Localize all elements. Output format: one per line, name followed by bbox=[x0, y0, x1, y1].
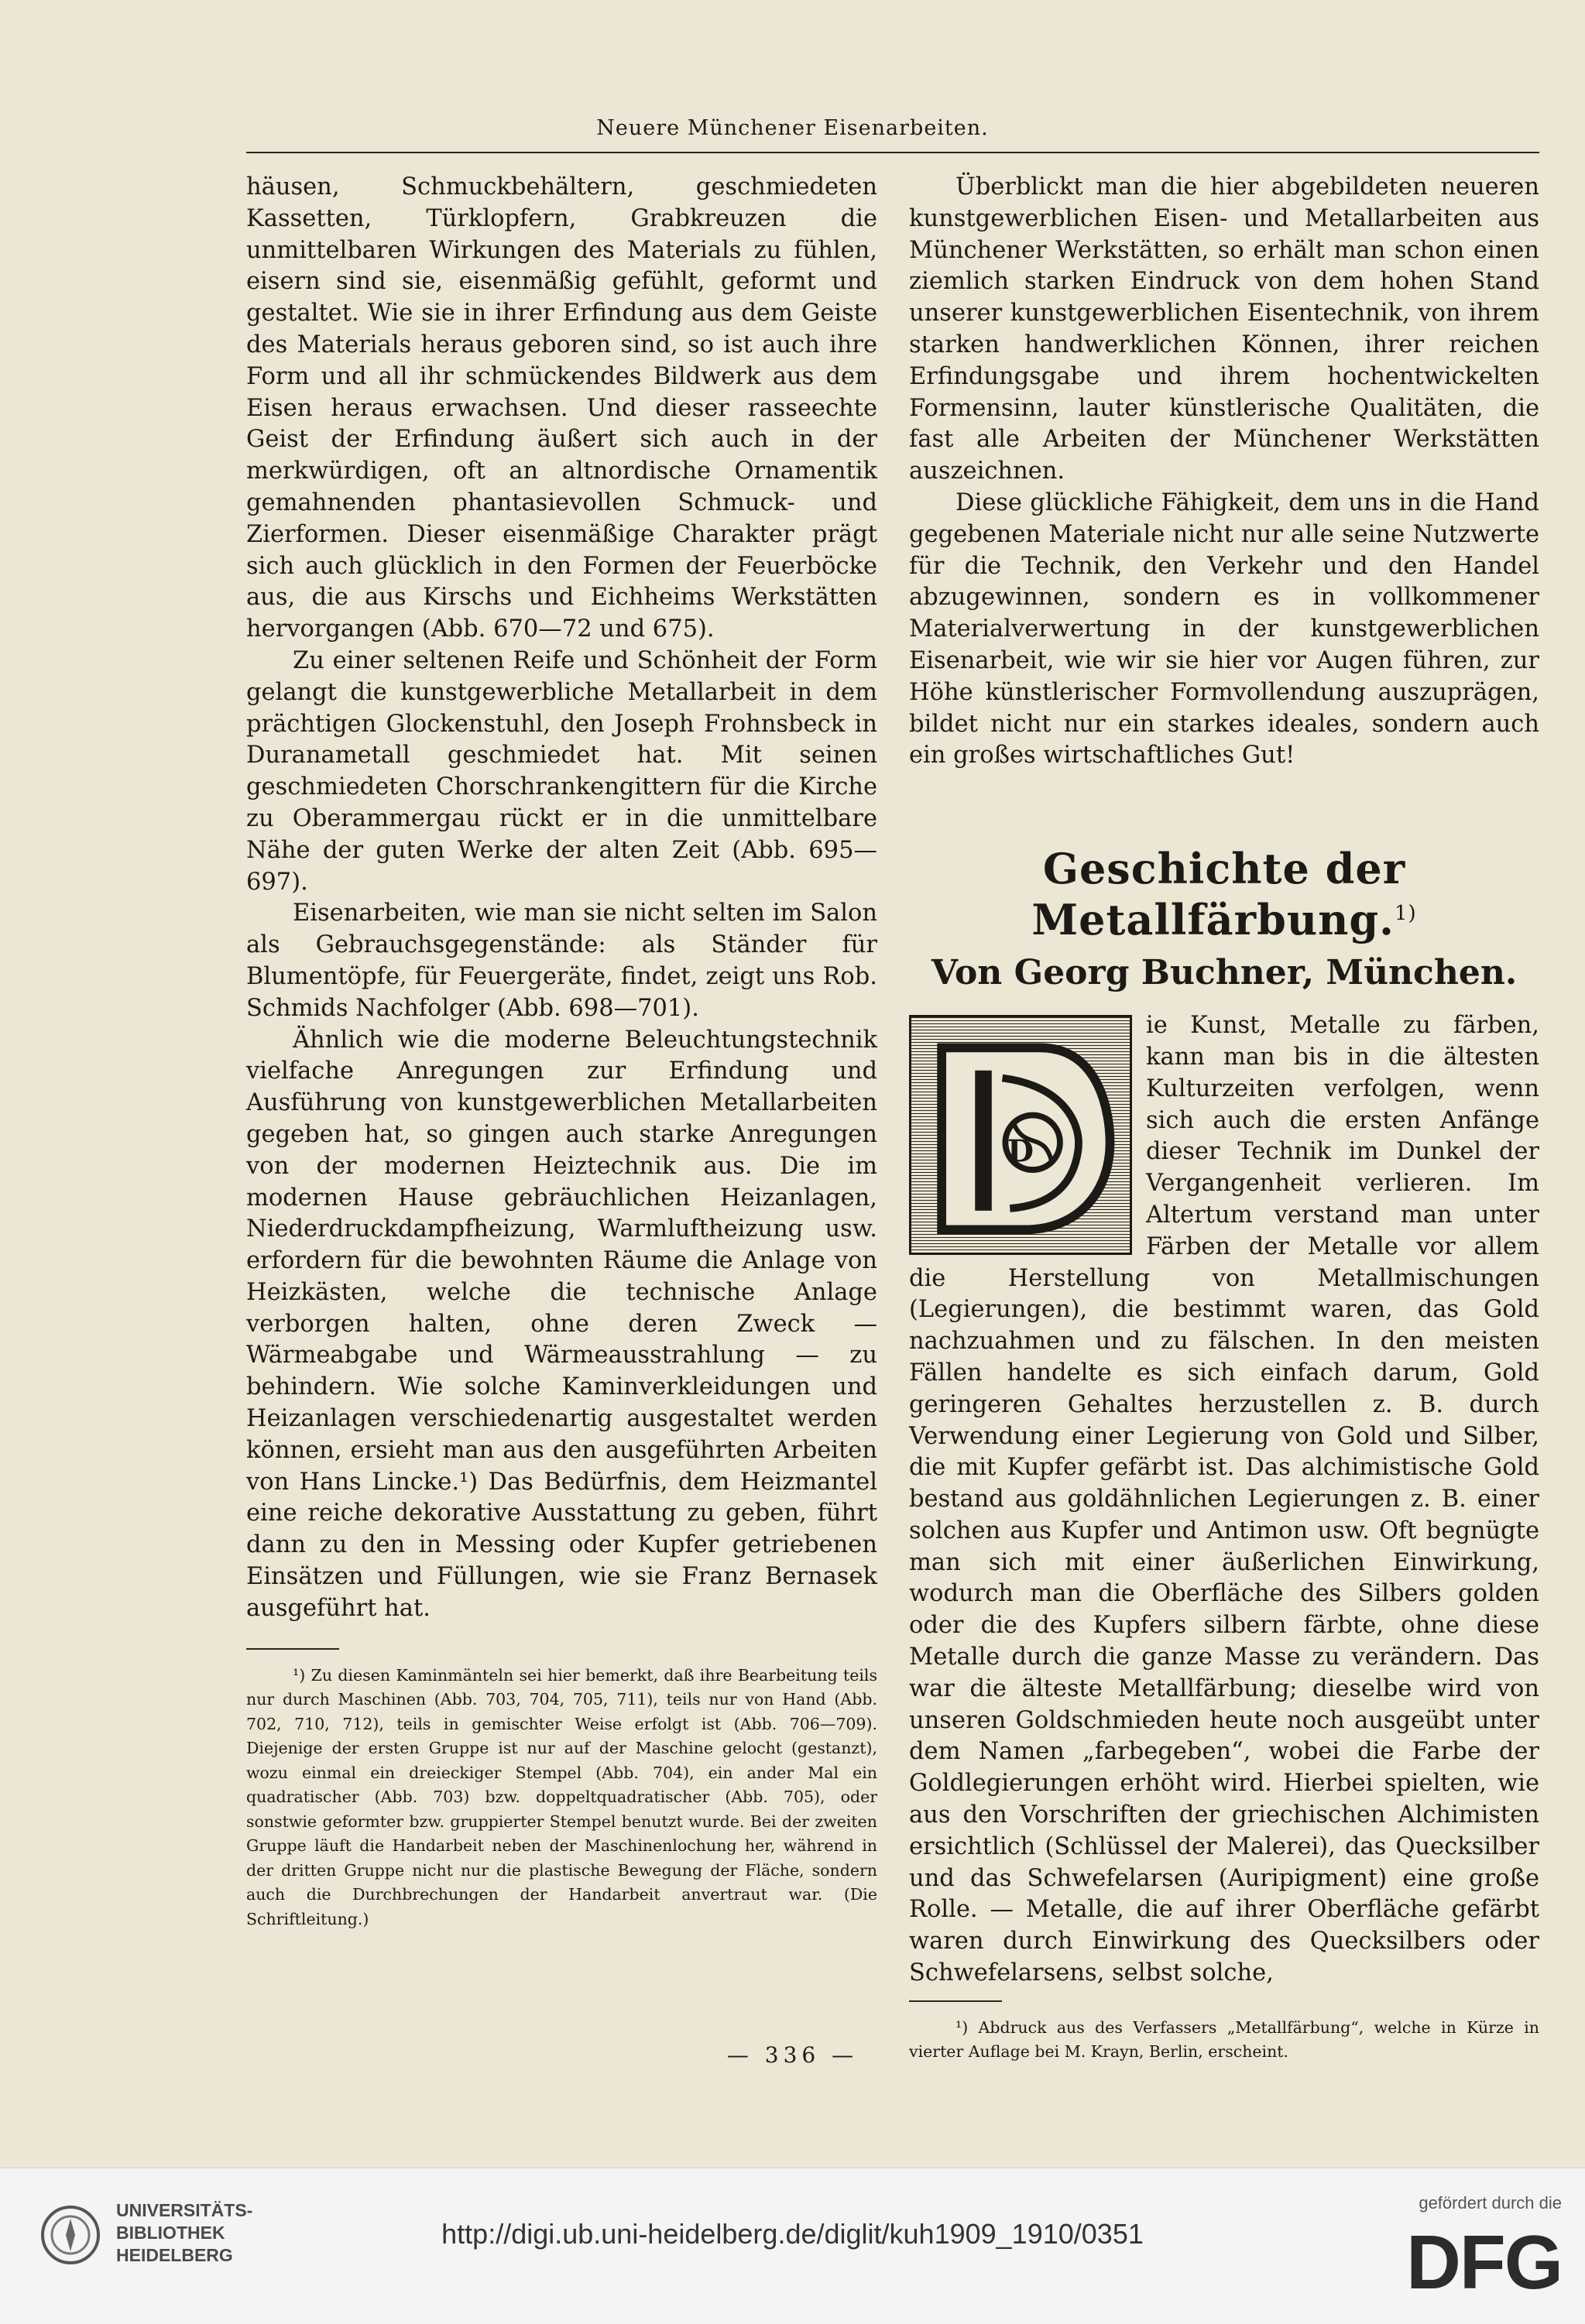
footnote-rule bbox=[246, 1648, 339, 1650]
left-paragraph-4: Ähnlich wie die moderne Beleuchtungstechnik vielfache Anregungen zur Erfindung und Ausführung von kunstgewerblichen Metallarbeiten gegeben hat, so gingen auch starke Anregungen von der modernen Heiztechnik aus. Die im modernen Hause gebräuchlichen Heizanlagen, Niederdruckdampfheizung, Warmluftheizung usw. erfordern für die bewohnten Räume die Anlage von Heizkästen, welche die technische Anlage verborgen halten, ohne deren Zweck — Wärmeabgabe und Wärmeausstrahlung — zu behindern. Wie solche Kaminverkleidungen und Heizanlagen verschiedenartig ausgestaltet werden können, ersieht man aus den ausgeführten Arbeiten von Hans Lincke.¹) Das Bedürfnis, dem Heizmantel eine reiche dekorative Ausstattung zu geben, führt dann zu den in Messing oder Kupfer getriebenen Einsätzen und Füllungen, wie sie Franz Bernasek ausgeführt hat. bbox=[246, 1026, 877, 1622]
left-column bbox=[246, 172, 877, 1932]
page-number: — 336 — bbox=[726, 2042, 859, 2068]
article-title-text: Geschichte der Metallfärbung. bbox=[1031, 844, 1406, 945]
left-paragraph-3: Eisenarbeiten, wie man sie nicht selten im Salon als Gebrauchsgegenstände: als Ständer für Blumentöpfe, für Feuergeräte, findet, zeigt uns Rob. Schmids Nachfolger (Abb. 698—701). bbox=[246, 900, 877, 1022]
right-paragraph-1: Überblickt man die hier abgebildeten neueren kunstgewerblichen Eisen- und Metallarbeiten aus Münchener Werkstätten, so erhält man schon einen ziemlich starken Eindruck von dem hohen Stand unserer kunstgewerblichen Eisentechnik, von ihrem starken handwerklichen Können, ihrer reichen Erfindungsgabe und ihrem hochentwickelten Formensinn, lauter künstlerische Qualitäten, die fast alle Arbeiten der Münchener Werkstätten auszeichnen. bbox=[909, 173, 1539, 485]
ornamental-initial-graphic bbox=[911, 1017, 1130, 1253]
left-footnote: ¹) Zu diesen Kaminmänteln sei hier bemerkt, daß ihre Bearbeitung teils nur durch Maschinen (Abb. 703, 704, 705, 711), teils nur von Hand (Abb. 702, 710, 712), teils in gemischter Weise erfolgt ist (Abb. 706—709). Diejenige der ersten Gruppe ist nur auf der Maschine gelocht (gestanzt), wozu einmal ein dreieckiger Stempel (Abb. 704), ein ander Mal ein quadratischer (Abb. 703) bzw. doppeltquadratischer (Abb. 705), oder sonstwie geformter bzw. gruppierter Stempel benutzt wurde. Bei der zweiten Gruppe läuft die Handarbeit neben der Maschinenlochung her, während in der dritten Gruppe nicht nur die plastische Bewegung der Fläche, sondern auch die Durchbrechungen der Handarbeit anvertraut war. (Die Schriftleitung.) bbox=[246, 1665, 877, 1928]
running-head: Neuere Münchener Eisenarbeiten. bbox=[596, 116, 989, 140]
left-paragraph-1: häusen, Schmuckbehältern, geschmiedeten Kassetten, Türklopfern, Grabkreuzen die unmittelbaren Wirkungen des Materials zu fühlen, eisern sind sie, eisenmäßig gefühlt, geformt und gestaltet. Wie sie in ihrer Erfindung aus dem Geiste des Materials heraus geboren sind, so ist auch ihre Form und all ihr schmückendes Bildwerk aus dem Eisen heraus erwachsen. Und dieser rasseechte Geist der Erfindung äußert sich auch in der merkwürdigen, oft an altnordische Ornamentik gemahnenden phantasievollen Schmuck- und Zierformen. Dieser eisenmäßige Charakter prägt sich auch glücklich in den Formen der Feuerböcke aus, die aus Kirschs und Eichheims Werkstätten hervorgangen (Abb. 670—72 und 675). bbox=[246, 173, 877, 643]
article-title-note: 1) bbox=[1394, 902, 1417, 926]
right-paragraph-2: Diese glückliche Fähigkeit, dem uns in die Hand gegebenen Materiale nicht nur alle seine Nutzwerte für die Technik, den Verkehr und den Handel abzugewinnen, sondern es in vollkommener Materialverwertung in der kunstgewerblichen Eisenarbeit, wie wir sie hier vor Augen führen, zur Höhe künstlerischer Formvollendung auszuprägen, bildet nicht nur ein starkes ideales, sondern auch ein großes wirtschaftliches Gut! bbox=[909, 488, 1539, 770]
dfg-logo: DFG bbox=[1406, 2219, 1562, 2305]
funded-by-label: gefördert durch die bbox=[1419, 2193, 1562, 2213]
article-heading bbox=[909, 843, 1539, 996]
institution-line-2: BIBLIOTHEK bbox=[116, 2223, 225, 2243]
institution-line-3: HEIDELBERG bbox=[116, 2245, 233, 2265]
article-title bbox=[909, 843, 1539, 945]
right-footnote: ¹) Abdruck aus des Verfassers „Metallfärbung“, welche in Kürze in vierter Auflage bei M. Krayn, Berlin, erscheint. bbox=[909, 2017, 1539, 2062]
article-paragraph-1: ie Kunst, Metalle zu färben, kann man bis in die ältesten Kulturzeiten verfolgen, wenn sich auch die ersten Anfänge dieser Technik im Dunkel der Vergangenheit verlieren. Im Altertum verstand man unter Färben der Metalle vor allem die Herstellung von Metallmischungen (Legierungen), die bestimmt waren, das Gold nachzuahmen und zu fälschen. In den meisten Fällen handelte es sich einfach darum, Gold geringeren Gehaltes herzustellen z. B. durch Verwendung einer Legierung von Gold und Silber, die mit Kupfer gefärbt ist. Das alchimistische Gold bestand aus goldähnlichen Legierungen z. B. einer solchen aus Kupfer und Antimon usw. Oft begnügte man sich mit einer äußerlichen Einwirkung, wodurch man die Oberfläche des Silbers golden oder die des Kupfers silbern färbte, ohne diese Metalle durch die ganze Masse zu verändern. Das war die älteste Metallfärbung; dieselbe wird von unseren Goldschmieden heute noch ausgeübt unter dem Namen „farbegeben“, wobei die Farbe der Goldlegierungen erhöht wird. Hierbei spielten, wie aus den Vorschriften der griechischen Alchimisten ersichtlich (Schlüssel der Malerei), das Quecksilber und das Schwefelarsen (Auripigment) eine große Rolle. — Metalle, die auf ihrer Oberfläche gefärbt waren durch Einwirkung des Quecksilbers oder Schwefelarsens, selbst solche, bbox=[909, 1012, 1539, 1987]
article-body bbox=[909, 1010, 1539, 1990]
institution-line-1: UNIVERSITÄTS- bbox=[116, 2200, 253, 2220]
permalink-url[interactable]: http://digi.ub.uni-heidelberg.de/diglit/kuh1909_1910/0351 bbox=[441, 2218, 1144, 2250]
ornamental-initial bbox=[909, 1015, 1132, 1255]
right-column bbox=[909, 172, 1539, 2065]
left-paragraph-2: Zu einer seltenen Reife und Schönheit der Form gelangt die kunstgewerbliche Metallarbeit in dem prächtigen Glockenstuhl, den Joseph Frohnsbeck in Duranametall geschmiedet hat. Mit seinen geschmiedeten Chorschrankengittern für die Kirche zu Oberammergau rückt er in die unmittelbare Nähe der guten Werke der alten Zeit (Abb. 695—697). bbox=[246, 646, 877, 896]
article-author: Von Georg Buchner, München. bbox=[931, 953, 1518, 993]
initial-letter: D bbox=[1007, 1133, 1034, 1170]
right-footnote-rule bbox=[909, 2000, 1002, 2002]
header-rule bbox=[246, 152, 1539, 153]
